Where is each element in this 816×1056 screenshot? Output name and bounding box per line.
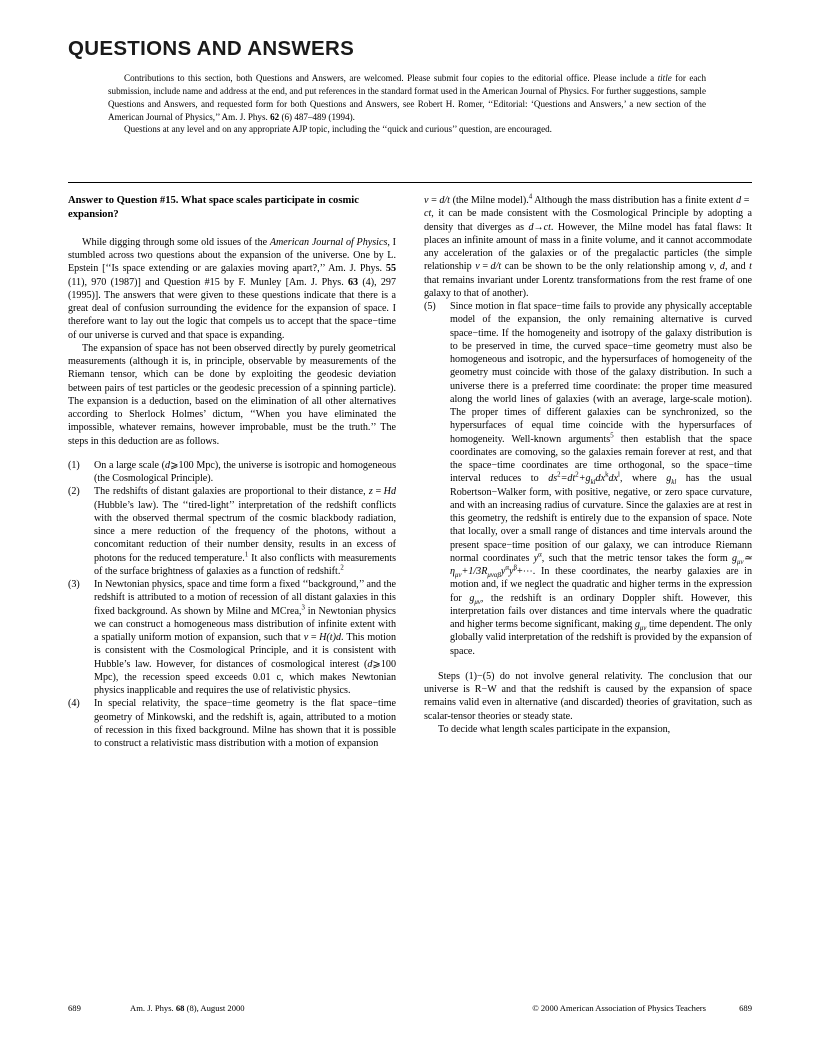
footer-citation-b: (8), August 2000: [184, 1003, 245, 1013]
step2-ref-1: 1: [244, 551, 249, 559]
list-item-step-1: [68, 459, 396, 486]
step4-math-vdt-1: v = d/t: [424, 195, 450, 206]
step-marker-5: (5): [424, 301, 436, 312]
step4-text-d: , it can be made consistent with the Cosmological Principle by adopting a density that diverges as: [424, 208, 752, 233]
ap1-volume-2: 63: [347, 276, 359, 288]
step4-text-f: can be shown to be the only relationship among: [501, 261, 710, 273]
step4-math-vdt-2: v = d/t: [475, 261, 502, 273]
step-marker-3: (3): [68, 579, 80, 591]
step5-math-R: +1/3R: [461, 566, 488, 577]
step1-math-d: d: [165, 459, 171, 471]
list-item-step-5: [424, 300, 752, 658]
step4-math-d-to-ct: d→ct: [528, 221, 551, 233]
footer-left: [68, 1003, 245, 1014]
step4-text-g: ,: [713, 261, 720, 273]
step5-text-e: , such that the metric tensor takes the form: [541, 552, 732, 564]
step3-math-d: d: [367, 658, 373, 670]
article-title: Answer to Question #15. What space scales participate in cosmic expansion?: [68, 195, 359, 221]
front-matter-paragraph-1: [108, 72, 706, 123]
step5-math-gkl: g: [666, 473, 672, 485]
step2-text-a: The redshifts of distant galaxies are proportional to their distance,: [94, 486, 369, 498]
deduction-steps-list-continued: [424, 300, 752, 658]
fm-text-2: for each submission, include name and address at the end, and put references in the standard format used in the American Journal of Physics. For further suggestions, sample Questions and Answers, and requested form for both Questions and Answers, see Robert H. Romer, ‘‘Editorial: ‘Questions and Answers,’ a new section of the American Journal of Physics,’’ Am. J. Phys.: [108, 73, 706, 122]
step5-math-dt: =dt: [560, 473, 576, 485]
step5-math-ds: ds: [548, 473, 558, 485]
page-title: QUESTIONS AND ANSWERS: [68, 37, 355, 60]
step5-math-gmunu3: g: [634, 619, 640, 630]
step4-ref-4: 4: [528, 193, 533, 201]
step4-math-d2: d: [719, 261, 725, 273]
step5-sup-alpha2: α: [505, 564, 510, 572]
closing-paragraph-1: Steps (1)−(5) do not involve general relativity. The conclusion that our universe is R−W and that the redshift is caused by the expansion of space remains valid even in alternative (and discarded) theories of gravitation, such as scalar-tensor theories or steady state.: [424, 670, 752, 722]
footer-page-number-left: 689: [68, 1003, 81, 1013]
step-marker-2: (2): [68, 486, 80, 498]
step-marker-4: (4): [68, 698, 80, 710]
step5-math-g: +g: [578, 473, 591, 485]
step5-math-eta: ≃ η: [450, 552, 752, 577]
fm-volume: 62: [270, 111, 280, 122]
step5-sup-alpha: α: [538, 551, 542, 559]
footer-page-number-right: 689: [739, 1003, 752, 1013]
fm-text-3: (6) 487–489 (1994).: [279, 111, 355, 122]
article-paragraph-2: The expansion of space has not been observed directly by purely geometrical measurements (although it is, in principle, observable by measurements of the Riemann tensor, which can be done by exploiting the geodesic deviation between pairs of test particles or the geodesic precession of a spinning particle). The expansion is a deduction, based on the elimination of all other alternatives according to Sherlock Holmes’ dictum, ‘‘When you have eliminated the impossible, whatever remains, however improbable, must be the truth.’’ The steps in this deduction are as follows.: [68, 342, 396, 447]
fm-text-1: Contributions to this section, both Questions and Answers, are welcomed. Please submit four copies to the editorial office. Please include a: [124, 73, 658, 83]
step4-continuation: [424, 194, 752, 300]
step5-sub-munualphabeta: μναβ: [487, 572, 501, 580]
column-right: [424, 194, 752, 736]
fm-italic-title: title: [657, 73, 672, 83]
step5-sup-dt2: 2: [575, 471, 579, 479]
list-item-step-4: [68, 697, 396, 750]
step5-text-c: , where: [619, 473, 667, 485]
step3-text-d: ⩾100 Mpc), the recession speed exceeds 0.01 c, which makes Newtonian physics inapplicable and requires the use of relativistic physics.: [94, 658, 396, 697]
list-item-step-2: [68, 485, 396, 578]
step5-sup-l: l: [618, 471, 620, 479]
step5-text-a: Since motion in flat space−time fails to provide any physically acceptable model of the expansion, the only remaining alternative is curved space−time. If the homogeneity and isotropy of the galaxy distribution is to be preserved in time, the curved space−time geometry must also be homogeneous and isotropic, and the hypersurfaces of homogeneity of the geometry must coincide with those of the galaxy distribution. In such a universe there is a preferred time coordinate: the proper time measured along the world lines of galaxies (with an average, large-scale motion). The proper times of different galaxies can be synchronized, so the hypersurfaces of equal time coincide with the hypersurfaces of homogeneity. Well-known arguments: [450, 301, 752, 445]
step1-text-b: ⩾100 Mpc), the universe is isotropic and homogeneous (the Cosmological Principle).: [94, 459, 396, 485]
step5-sub-munu2: μν: [455, 572, 462, 580]
step2-text-c: It also conflicts with measurements of the surface brightness of galaxies as a function of redshift.: [94, 552, 396, 577]
step3-math-vhtd: v = H(t)d: [303, 632, 341, 644]
step5-math-y: y: [533, 552, 539, 564]
step4-math-v: v: [709, 261, 714, 273]
step2-math-hubble: z = Hd: [368, 486, 396, 498]
step5-math-y3: y: [509, 566, 514, 577]
ap1-journal-name: American Journal of Physics: [269, 236, 388, 248]
step4-text-a: In special relativity, the space−time geometry is the flat space−time geometry of Minkowski, and the redshift is, again, attributed to a motion of recession in this fixed background. Milne has shown that it is possible to construct a relativistic mass distribution with a motion of expansion: [94, 698, 396, 750]
footer-citation-a: Am. J. Phys.: [130, 1003, 176, 1013]
step4-text-h: , and: [724, 261, 750, 273]
step5-sup-beta: β: [513, 564, 517, 572]
step3-text-b: in Newtonian physics we can construct a homogeneous mass distribution of infinite extent with a spatially uniform motion of expansion, such that: [94, 605, 396, 644]
deduction-steps-list: [68, 459, 396, 751]
ap1-text-a: While digging through some old issues of the: [82, 236, 270, 248]
step3-text-a: In Newtonian physics, space and time form a fixed ‘‘background,’’ and the redshift is attributed to a motion of recession of all distant galaxies in this fixed background. As shown by Milne and MCrea,: [94, 579, 396, 617]
list-item-step-3: [68, 578, 396, 697]
step5-sup-ds2: 2: [557, 471, 561, 479]
footer-copyright: © 2000 American Association of Physics Teachers: [532, 1003, 706, 1013]
step3-text-c: . This motion is consistent with the Cosmological Principle, and it is consistent with Hubble’s law. However, for distances of cosmological interest (: [94, 632, 397, 670]
step5-math-gmunu2: g: [469, 592, 475, 604]
step5-sub-munu1: μν: [737, 558, 744, 566]
header-divider: [68, 182, 752, 183]
front-matter-paragraph-2: Questions at any level and on any appropriate AJP topic, including the ‘‘quick and curious’’ question, are encouraged.: [124, 124, 552, 135]
step4-text-i: that remains invariant under Lorentz transformations from the rest frame of one galaxy to that of another).: [424, 274, 752, 299]
step5-sub-munu3: μν: [474, 598, 481, 606]
front-matter-note: [108, 72, 706, 136]
article-paragraph-1: [68, 236, 396, 342]
closing-paragraph-2: To decide what length scales participate in the expansion,: [438, 723, 671, 735]
body-columns: [68, 194, 752, 984]
column-left: [68, 194, 396, 750]
step5-math-dx1: dx: [595, 473, 606, 485]
step5-text-g: , the redshift is an ordinary Doppler shift. However, this interpretation fails over distances and time intervals where the quadratic and higher terms become significant, making: [450, 592, 752, 630]
ap1-volume-1: 55: [385, 263, 396, 275]
step3-ref-3: 3: [301, 604, 305, 612]
step5-sub-kl2: kl: [671, 479, 677, 487]
step5-text-b: then establish that the space coordinates are comoving, so the galaxies remain forever at rest, and that the space−time coordinates are time orthogonal, so the space−time interval reduces to: [450, 433, 752, 485]
footer-right: [532, 1003, 752, 1014]
step5-sub-kl: kl: [590, 479, 596, 487]
ap1-text-b: , I stumbled across two questions about the expansion of the universe. One by L. Epstein [‘‘Is space extending or are galaxies moving apart?,’’ Am. J. Phys.: [68, 236, 396, 275]
step4-math-dct: d = ct: [424, 195, 752, 220]
step5-text-f: +⋯. In these coordinates, the nearby galaxies are in motion and, if we neglect the quadratic and higher terms in the expression for: [450, 566, 752, 604]
step-marker-1: (1): [68, 459, 80, 471]
ap1-text-d: (4), 297 (1995)]. The answers that were given to these questions indicate that there is a great deal of confusion surrounding the evidence for the expansion of space. I therefore want to lay out the logic that compels us to accept that the space−time of our universe is curved and that space is expanding.: [68, 276, 397, 341]
step1-text-a: On a large scale (: [94, 459, 166, 471]
step5-math-y2: y: [500, 566, 506, 577]
step5-sub-munu4: μν: [639, 625, 647, 633]
step2-text-b: (Hubble’s law). The ‘‘tired-light’’ interpretation of the redshift conflicts with the observed thermal spectrum of the cosmic blackbody radiation, since a mere reduction of the frequency of the photons, without a concomitant reduction of their number density, results in an excess of photons for the reduced temperature.: [94, 499, 396, 564]
step5-text-d: has the usual Robertson−Walker form, with positive, negative, or zero space curvature, and with an increasing radius of curvature. Since the galaxies are at rest in this geometry, the redshift is entirely due to the expansion of space. Note that locally, over a small range of distances and time intervals around the present space−time position of our galaxy, we can introduce Riemann normal coordinates: [450, 473, 752, 564]
step4-text-c: Although the mass distribution has a finite extent: [532, 195, 737, 206]
masthead: [68, 38, 752, 61]
step5-math-gmunu: g: [731, 552, 738, 564]
step2-ref-2: 2: [340, 564, 344, 572]
step5-ref-5: 5: [610, 432, 614, 440]
step4-math-t: t: [749, 261, 752, 273]
ap1-text-c: (11), 970 (1987)] and Question #15 by F. Munley [Am. J. Phys.: [68, 276, 348, 288]
footer-citation-volume: 68: [175, 1003, 185, 1013]
step4-text-e: . However, the Milne model has fatal flaws: It places an infinite amount of mass in a finite volume, and it cannot accommodate any acceleration of the galaxies or of the pregalactic particles (the simple relationship: [424, 221, 752, 273]
step4-text-b: (the Milne model).: [450, 195, 529, 206]
step5-math-dx2: dx: [608, 473, 619, 485]
step5-sup-k: k: [605, 471, 609, 479]
step5-text-h: time dependent. The only globally valid interpretation of the redshift is provided by the expansion of space.: [450, 619, 752, 657]
